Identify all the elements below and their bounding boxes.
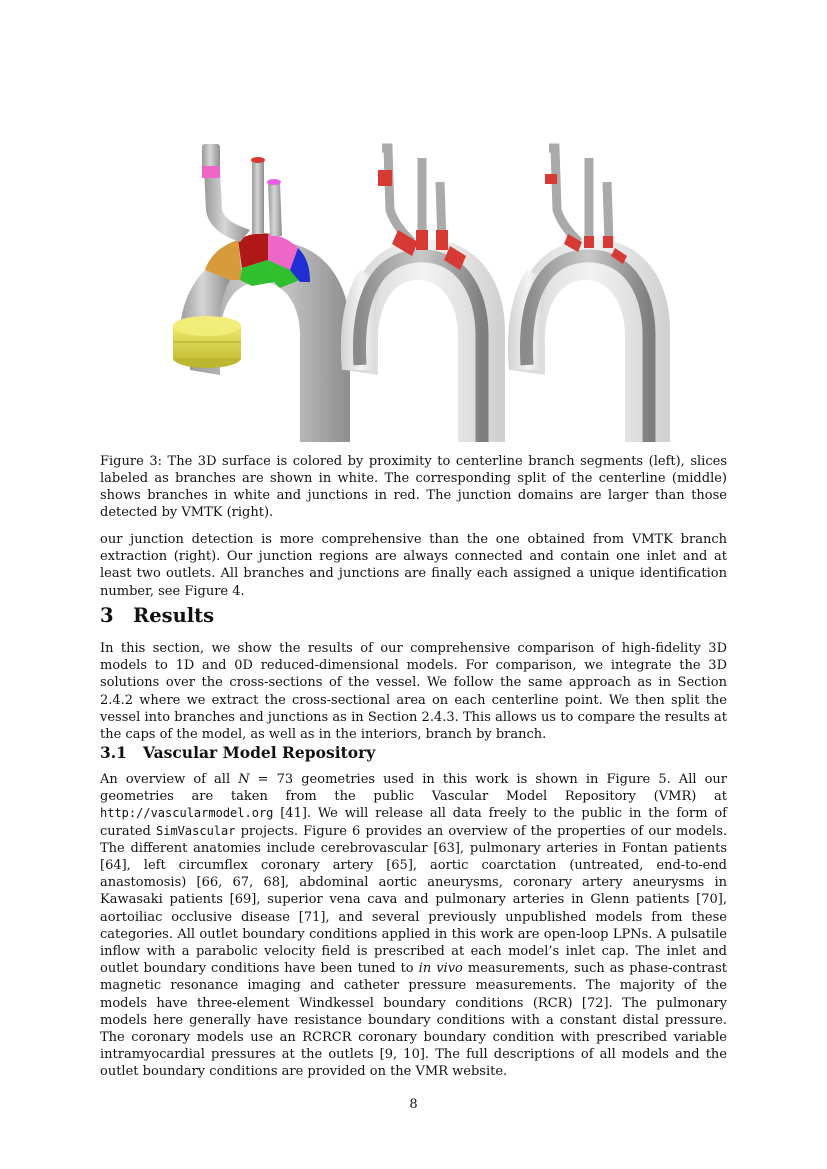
left-panel-colored-surface: [173, 144, 350, 442]
caption-label: Figure 3:: [100, 454, 162, 469]
caption-text: The 3D surface is colored by proximity to centerline branch segments (left), slices labeled as branches are shown in white. The corresponding split of the centerline (middle) shows branches in white and junctions in red. The junction domains are larger than those detected by VMTK (right).: [100, 454, 727, 520]
section-number: 3: [100, 604, 114, 627]
text-run: [41]. We will release all data freely to the public in the form of curated: [100, 806, 727, 839]
intro-paragraph: our junction detection is more comprehensive than the one obtained from VMTK branch extraction (right). Our junction regions are always connected and contain one inlet and at least two outlets. All branches and junctions are finally each assigned a unique identification number, see Figure 4.: [100, 532, 727, 599]
section-title: Results: [133, 604, 215, 627]
text-run: projects. Figure 6 provides an overview of the properties of our models. The different anatomies include cerebrovascular [63], pulmonary arteries in Fontan patients [64], left circumflex coronary artery [65], aortic coarctation (untreated, end-to-end anastomosis) [66, 67, 68], abdominal aortic aneurysms, coronary artery aneurysms in Kawasaki patients [69], superior vena cava and pulmonary arteries in Glenn patients [70], aortoiliac occlusive disease [71], and several previously unpublished models from these categories. All outlet boundary conditions applied in this work are open-loop LPNs. A pulsatile inflow with a parabolic velocity field is prescribed at each model’s inlet cap. The inlet and outlet boundary conditions have been tuned to: [100, 823, 728, 977]
figure-3-image: [160, 130, 670, 442]
subsection-heading: [100, 743, 375, 762]
section-heading: [100, 604, 214, 627]
middle-panel-centerline-split: [341, 148, 505, 442]
figure-3: [160, 130, 670, 442]
figure-caption: [100, 453, 727, 521]
subsection-number: 3.1: [100, 743, 127, 762]
subsection-paragraph: [100, 771, 727, 1081]
in-vivo-italic: in vivo: [418, 961, 463, 977]
text-run: = 73 geometries used in this work is shown in Figure 5. All our geometries are taken from the public Vascular Model Repository (VMR) at: [100, 772, 727, 805]
vmr-url: http://vascularmodel.org: [100, 806, 274, 821]
page-number: 8: [409, 1097, 418, 1112]
text-run: measurements, such as phase-contrast magnetic resonance imaging and catheter pressure measurements. The majority of the models have three-element Windkessel boundary conditions (RCR) [72]. The pulmonary models here generally have resistance boundary conditions with a constant distal pressure. The coronary models use an RCRCR coronary boundary condition with prescribed variable intramyocardial pressures at the outlets [9, 10]. The full descriptions of all models and the outlet boundary conditions are provided on the VMR website.: [100, 961, 727, 1080]
section-paragraph: In this section, we show the results of our comprehensive comparison of high-fidelity 3D models to 1D and 0D reduced-dimensional models. For comparison, we integrate the 3D solutions over the cross-sections of the vessel. We follow the same approach as in Section 2.4.2 where we extract the cross-sectional area on each centerline point. We then split the vessel into branches and junctions as in Section 2.4.3. This allows us to compare the results at the caps of the model, as well as in the interiors, branch by branch.: [100, 641, 727, 743]
right-panel-vmtk-split: [508, 148, 670, 442]
subsection-title: Vascular Model Repository: [143, 743, 376, 762]
text-run: An overview of all: [100, 772, 239, 787]
simvascular-name: SimVascular: [156, 823, 236, 838]
math-n: N: [238, 772, 250, 787]
